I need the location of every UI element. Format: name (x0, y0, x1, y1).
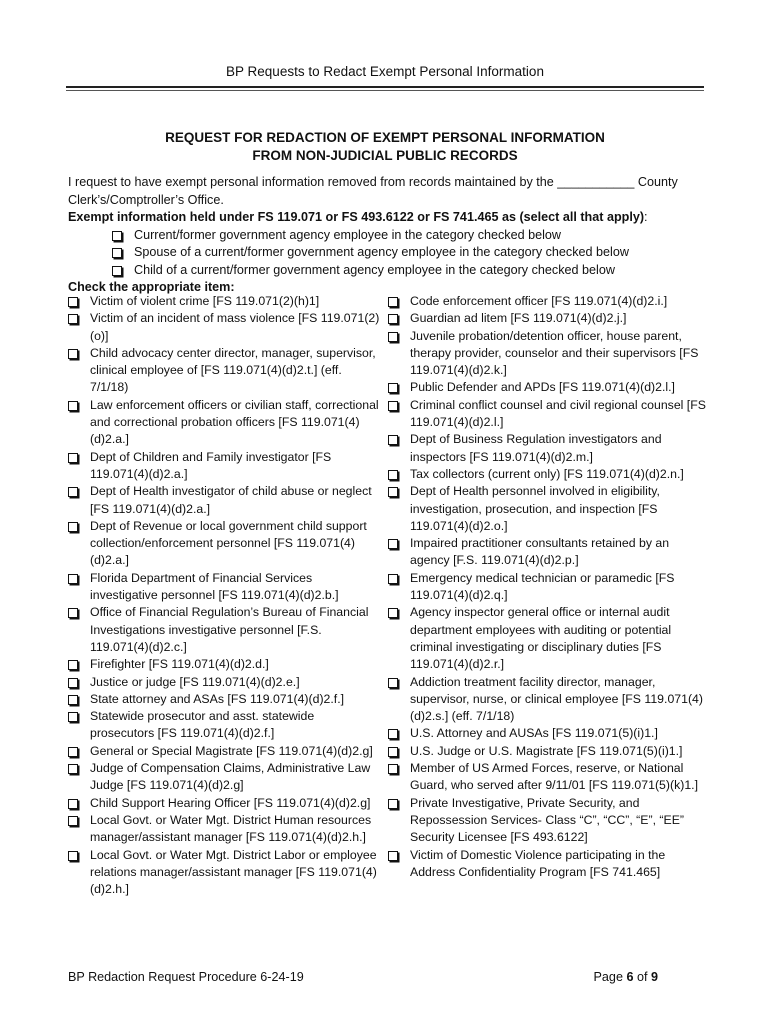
checklist-item (388, 310, 708, 327)
checkbox[interactable] (68, 712, 78, 722)
checkbox[interactable] (388, 297, 398, 307)
checkbox[interactable] (68, 764, 78, 774)
checklist-item-label: Public Defender and APDs [FS 119.071(4)(d)2.l.] (410, 380, 675, 395)
checklist-item (68, 570, 380, 605)
category-label: Current/former government agency employee in the category checked below (134, 227, 562, 242)
checkbox[interactable] (388, 332, 398, 342)
header-rule-secondary (66, 90, 704, 91)
form-title (0, 129, 770, 165)
checklist-item-label: Addiction treatment facility director, manager, supervisor, nurse, or clinical employee [FS 119.071(4)(d)2.s.] (eff. 7/1/18) (410, 674, 703, 724)
checklist-item-label: General or Special Magistrate [FS 119.071(4)(d)2.g] (90, 743, 373, 758)
checkbox[interactable] (68, 349, 78, 359)
checkbox[interactable] (388, 747, 398, 757)
checklist-item-label: Law enforcement officers or civilian staff, correctional and correctional probation officers [FS 119.071(4)(d)2.a.] (90, 397, 379, 447)
checklist-left-column (68, 293, 380, 898)
checkbox[interactable] (68, 851, 78, 861)
checklist-item (68, 656, 380, 673)
employee-category-list (68, 227, 708, 280)
checklist-item (388, 725, 708, 742)
checkbox[interactable] (112, 248, 122, 258)
checklist-item-label: Emergency medical technician or paramedic [FS 119.071(4)(d)2.q.] (410, 570, 675, 603)
category-label: Spouse of a current/former government agency employee in the category checked below (134, 245, 629, 259)
checkbox[interactable] (388, 435, 398, 445)
checklist-item (68, 518, 380, 570)
checklist-item-label: Justice or judge [FS 119.071(4)(d)2.e.] (90, 674, 300, 689)
checklist-item-label: U.S. Judge or U.S. Magistrate [FS 119.071(5)(i)1.] (410, 743, 683, 758)
checklist-items (388, 293, 708, 881)
checklist-item (388, 847, 708, 882)
checkbox[interactable] (68, 314, 78, 324)
checklist-item-label: Dept of Health personnel involved in eligibility, investigation, prosecution, and inspection [FS 119.071(4)(d)2.o.] (410, 484, 660, 533)
checklist-item-label: Code enforcement officer [FS 119.071(4)(d)2.i.] (410, 294, 668, 308)
checkbox[interactable] (388, 314, 398, 324)
checklist-item (68, 743, 380, 760)
checklist-item (68, 708, 380, 743)
page-current: 6 (626, 970, 634, 984)
checklist-item (388, 570, 708, 605)
checklist-item (388, 535, 708, 570)
checklist-item-label: Impaired practitioner consultants retained by an agency [F.S. 119.071(4)(d)2.p.] (410, 536, 670, 568)
checklist-items (68, 293, 380, 898)
checkbox[interactable] (68, 747, 78, 757)
exempt-heading-colon: : (644, 210, 648, 224)
checklist-item-label: Office of Financial Regulation’s Bureau of Financial Investigations investigative personnel [F.S. 119.071(4)(d)2.c.] (90, 605, 369, 654)
checklist-item (68, 795, 380, 812)
checkbox[interactable] (68, 297, 78, 307)
exempt-heading-line (68, 209, 708, 227)
checklist-item-label: Agency inspector general office or internal audit department employees with auditing or potential criminal investigating or disciplinary duties [FS 119.071(4)(d)2.r.] (410, 605, 672, 672)
checkbox[interactable] (68, 695, 78, 705)
checklist-item-label: State attorney and ASAs [FS 119.071(4)(d)2.f.] (90, 691, 345, 706)
checkbox[interactable] (388, 470, 398, 480)
category-item (112, 227, 708, 245)
checklist-item (388, 466, 708, 483)
form-title-line2: FROM NON-JUDICIAL PUBLIC RECORDS (252, 148, 518, 163)
checkbox[interactable] (388, 574, 398, 584)
checklist-item-label: Child Support Hearing Officer [FS 119.071(4)(d)2.g] (90, 795, 371, 810)
checklist-item (68, 812, 380, 847)
checklist-item-label: Local Govt. or Water Mgt. District Labor or employee relations manager/assistant manager [FS 119.071(4)(d)2.h.] (90, 847, 377, 897)
checkbox[interactable] (68, 401, 78, 411)
checklist-item (388, 328, 708, 380)
checkbox[interactable] (68, 678, 78, 688)
checkbox[interactable] (68, 799, 78, 809)
footer-page-number (594, 970, 658, 984)
page-total: 9 (650, 970, 658, 984)
checklist-item (388, 604, 708, 673)
checklist-item-label: Criminal conflict counsel and civil regional counsel [FS 119.071(4)(d)2.l.] (410, 397, 706, 430)
checklist-item (68, 760, 380, 795)
intro-sentence: I request to have exempt personal information removed from records maintained by the ___________ County Clerk’s/Comptroller’s Office. (68, 175, 678, 207)
checklist-item (388, 379, 708, 396)
checkbox[interactable] (68, 522, 78, 532)
checklist-item-label: Judge of Compensation Claims, Administrative Law Judge [FS 119.071(4)(d)2.g] (90, 761, 371, 793)
checklist-item-label: Local Govt. or Water Mgt. District Human resources manager/assistant manager [FS 119.071(4)(d)2.h.] (90, 812, 372, 845)
checkbox[interactable] (388, 608, 398, 618)
checklist-item-label: Florida Department of Financial Services investigative personnel [FS 119.071(4)(d)2.b.] (90, 570, 339, 603)
category-item (112, 244, 708, 262)
checkbox[interactable] (388, 383, 398, 393)
checkbox[interactable] (68, 574, 78, 584)
checklist-item-label: Firefighter [FS 119.071(4)(d)2.d.] (90, 657, 269, 672)
checklist-item (388, 397, 708, 432)
checklist-item-label: Member of US Armed Forces, reserve, or National Guard, who served after 9/11/01 [FS 119.071(5)(k)1.] (410, 761, 698, 793)
checkbox[interactable] (388, 401, 398, 411)
checklist-right-column (388, 293, 708, 881)
checklist-item-label: Victim of an incident of mass violence [FS 119.071(2)(o)] (90, 311, 380, 343)
checklist-item (68, 449, 380, 484)
checklist-item-label: Dept of Business Regulation investigators and inspectors [FS 119.071(4)(d)2.m.] (410, 432, 662, 464)
checkbox[interactable] (388, 539, 398, 549)
checkbox[interactable] (388, 764, 398, 774)
checklist-item (68, 310, 380, 345)
checklist-item (388, 743, 708, 760)
checklist-item (388, 795, 708, 847)
check-heading: Check the appropriate item: (68, 280, 235, 294)
checklist-item (68, 397, 380, 449)
checklist-item (388, 293, 708, 310)
checklist-item (68, 293, 380, 310)
checklist-item-label: Victim of Domestic Violence participating in the Address Confidentiality Program [FS 741.465] (410, 847, 666, 879)
checklist-item (388, 674, 708, 726)
checkbox[interactable] (388, 799, 398, 809)
checkbox[interactable] (68, 608, 78, 618)
checklist-item (68, 691, 380, 708)
checkbox[interactable] (388, 851, 398, 861)
running-header: BP Requests to Redact Exempt Personal Information (226, 64, 544, 79)
checklist-item (68, 483, 380, 518)
category-label: Child of a current/former government agency employee in the category checked below (134, 262, 615, 277)
intro-section (68, 174, 708, 297)
checklist-item-label: Private Investigative, Private Security, and Repossession Services- Class “C”, “CC”, “E”, “EE” Security Licensee [FS 493.6122] (410, 795, 684, 845)
checklist-item-label: Dept of Revenue or local government child support collection/enforcement personnel [FS 119.071(4)(d)2.a.] (90, 518, 367, 568)
checklist-item-label: U.S. Attorney and AUSAs [FS 119.071(5)(i)1.] (410, 726, 658, 741)
checkbox[interactable] (388, 729, 398, 739)
header-rule (66, 86, 704, 88)
checkbox[interactable] (68, 487, 78, 497)
checklist-item (388, 483, 708, 535)
checklist-item-label: Guardian ad litem [FS 119.071(4)(d)2.j.] (410, 311, 627, 326)
form-title-line1: REQUEST FOR REDACTION OF EXEMPT PERSONAL INFORMATION (165, 130, 605, 145)
checkbox[interactable] (388, 678, 398, 688)
checklist-item (388, 431, 708, 466)
checklist-item-label: Victim of violent crime [FS 119.071(2)(h)1] (90, 294, 320, 308)
checklist-item-label: Tax collectors (current only) [FS 119.071(4)(d)2.n.] (410, 466, 684, 481)
checklist-item (388, 760, 708, 795)
page-of: of (633, 970, 651, 984)
checklist-item-label: Dept of Health investigator of child abuse or neglect [FS 119.071(4)(d)2.a.] (90, 484, 372, 516)
checklist-item (68, 604, 380, 656)
checkbox[interactable] (68, 453, 78, 463)
checklist-item (68, 847, 380, 899)
checkbox[interactable] (112, 266, 122, 276)
checkbox[interactable] (112, 231, 122, 241)
page-prefix: Page (593, 970, 627, 984)
checkbox[interactable] (68, 660, 78, 670)
footer-procedure: BP Redaction Request Procedure 6-24-19 (68, 970, 304, 984)
checklist-item-label: Dept of Children and Family investigator [FS 119.071(4)(d)2.a.] (90, 449, 332, 481)
checklist-item-label: Child advocacy center director, manager, supervisor, clinical employee of [FS 119.071(4)(d)2.t.] (eff. 7/1/18) (90, 345, 376, 395)
checklist-item-label: Statewide prosecutor and asst. statewide prosecutors [FS 119.071(4)(d)2.f.] (90, 709, 315, 741)
checklist-item (68, 345, 380, 397)
checkbox[interactable] (388, 487, 398, 497)
category-item (112, 262, 708, 280)
checklist-item (68, 674, 380, 691)
checkbox[interactable] (68, 816, 78, 826)
checklist-item-label: Juvenile probation/detention officer, house parent, therapy provider, counselor and their supervisors [FS 119.071(4)(d)2.k.] (410, 328, 699, 378)
exempt-heading: Exempt information held under FS 119.071 or FS 493.6122 or FS 741.465 as (select all that apply) (68, 210, 645, 224)
